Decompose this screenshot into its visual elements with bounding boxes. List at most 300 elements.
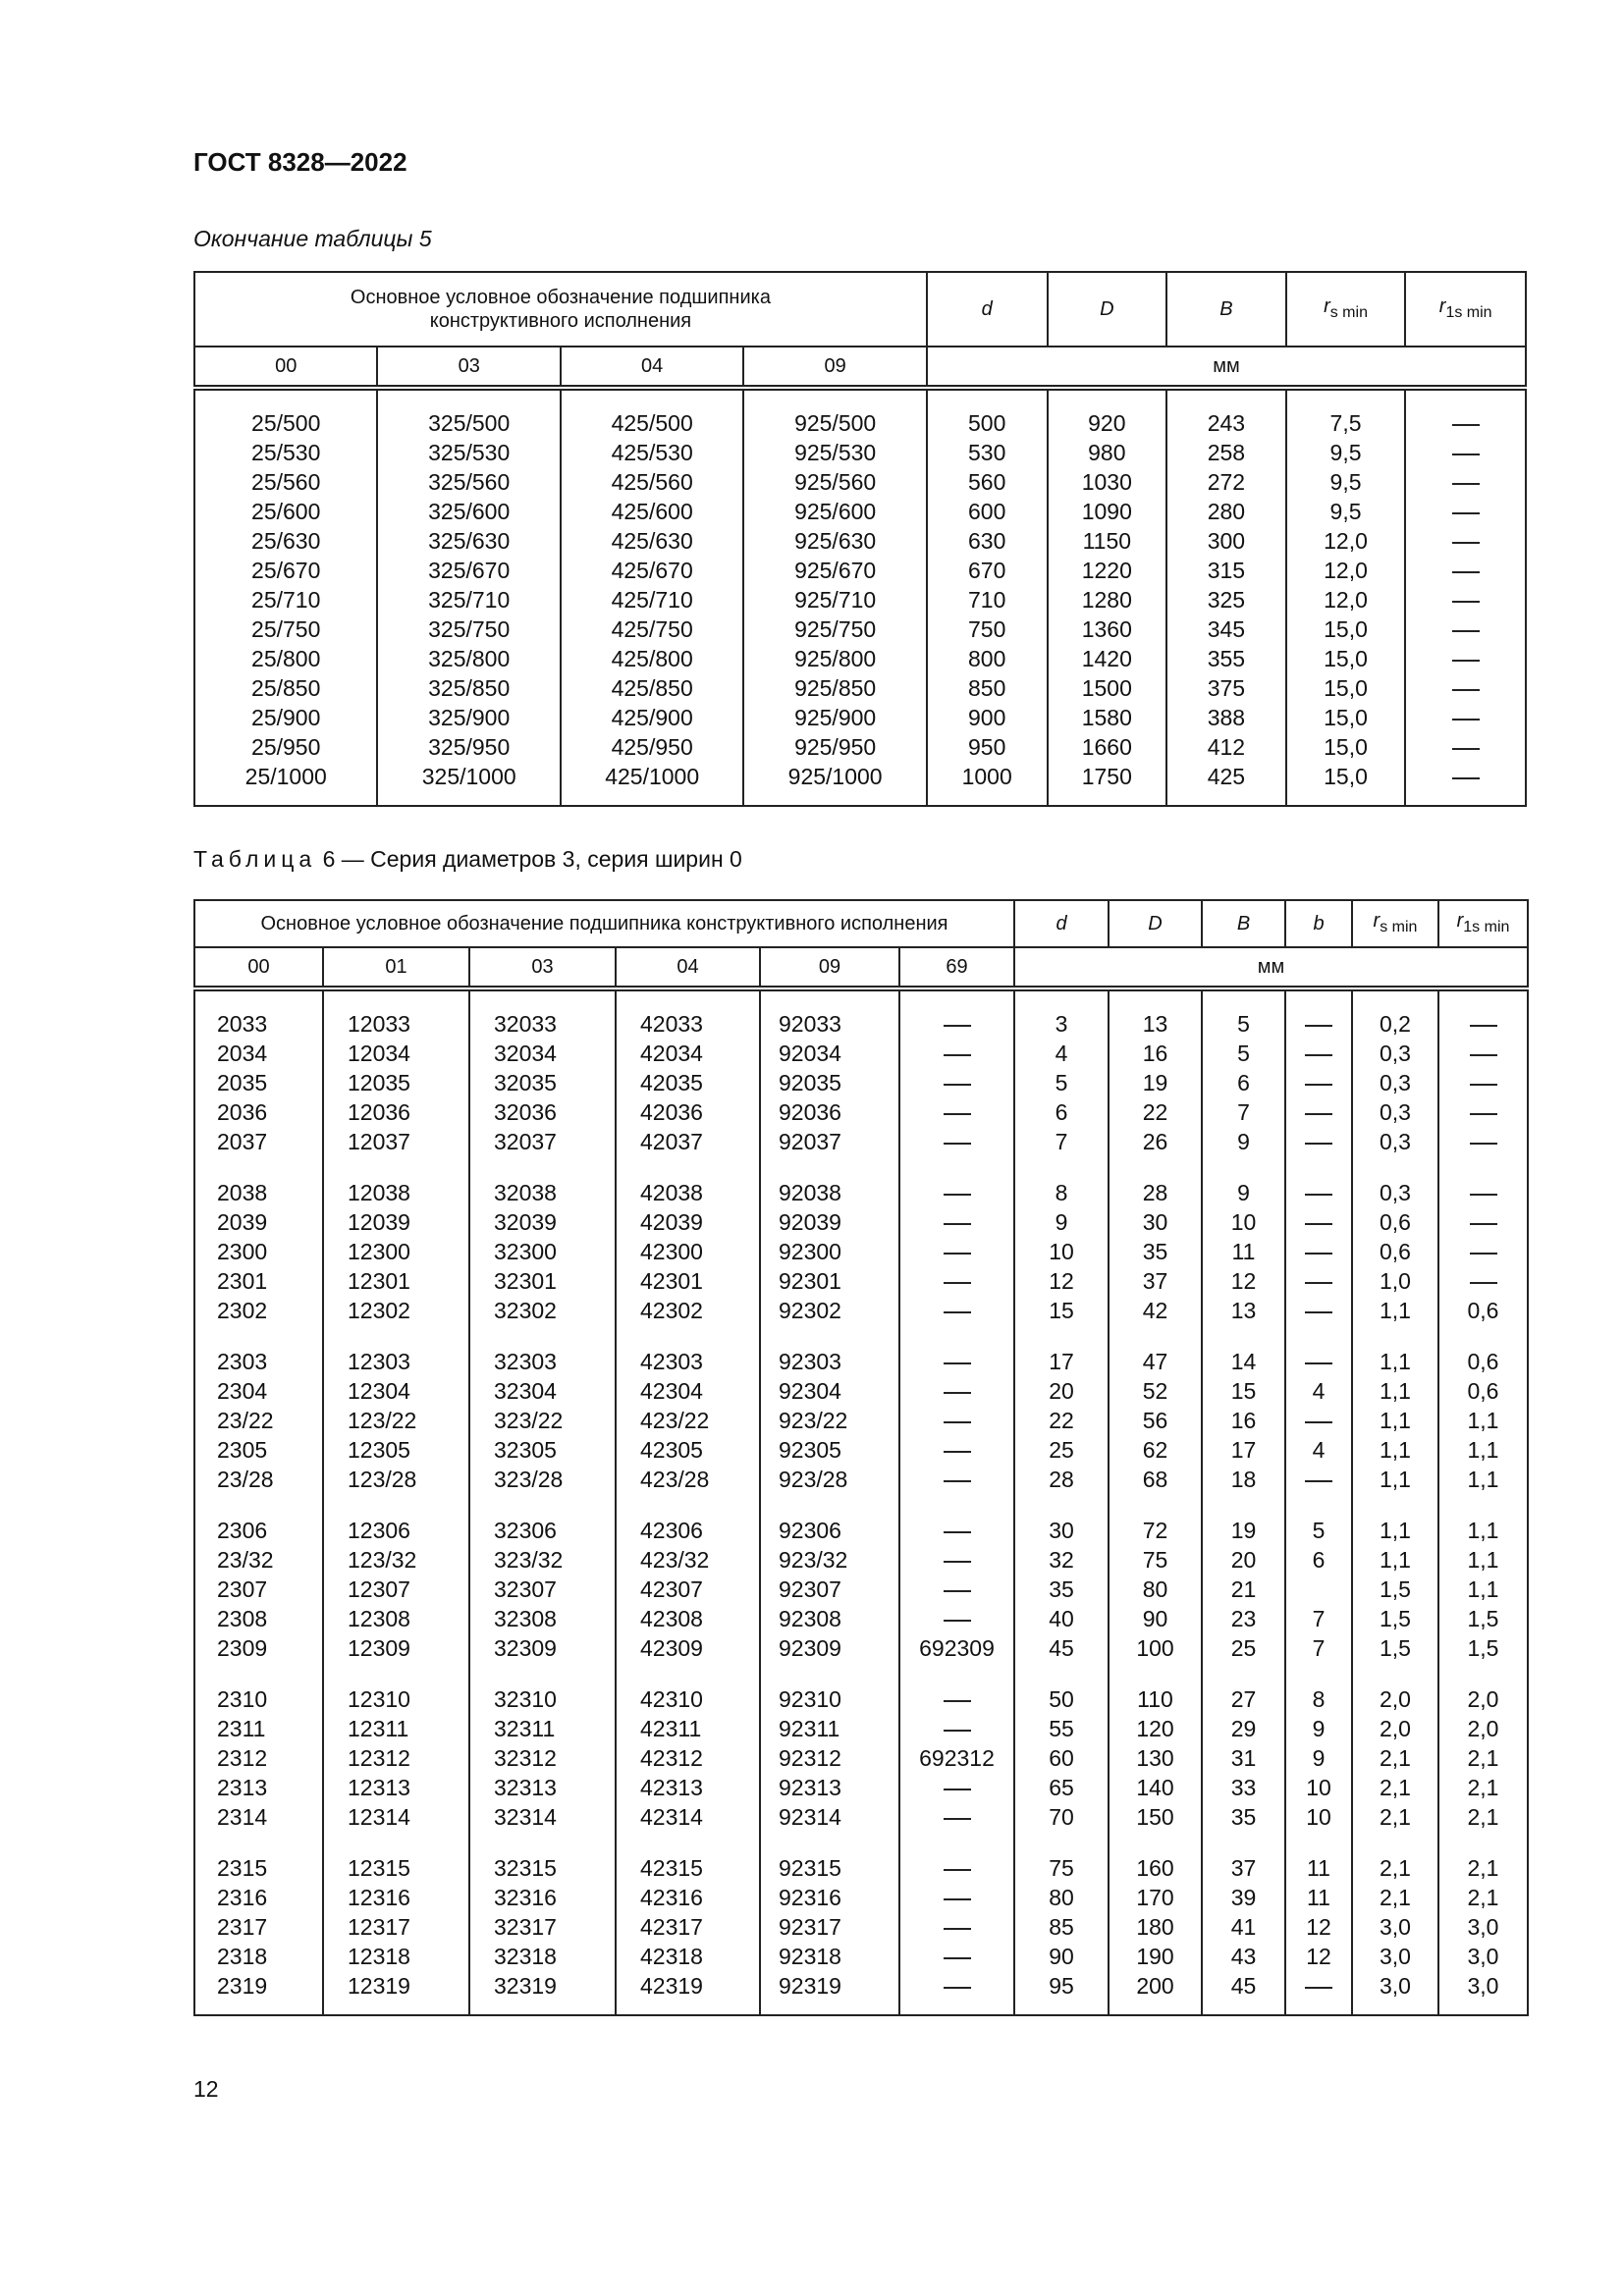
cell-69 [899,1494,1014,1545]
cell-69 [899,1325,1014,1376]
cell-09 [743,762,926,806]
cell-value: 190 [1136,1944,1174,1969]
cell-B [1202,1039,1285,1068]
table6-caption-text: 6 — Серия диаметров 3, серия ширин 0 [316,846,742,872]
cell-d [927,585,1048,614]
cell-value: 325/630 [428,528,511,554]
cell-value: 37 [1142,1268,1168,1294]
cell-rs [1286,526,1406,556]
cell-69 [899,1435,1014,1465]
cell-09 [760,1714,899,1743]
cell-value: 1500 [1081,675,1132,701]
cell-value: 425/630 [611,528,693,554]
cell-value: 11 [1307,1855,1330,1881]
cell-69 [899,1604,1014,1633]
cell-value: 1580 [1081,705,1132,730]
cell-03 [469,1494,616,1545]
cell-D [1109,1237,1202,1266]
cell-69 [899,1296,1014,1325]
cell-value: 2,1 [1380,1745,1411,1771]
cell-value: 2308 [217,1606,268,1631]
cell-value: 9,5 [1329,499,1362,524]
cell-b [1285,1325,1352,1376]
cell-04 [561,556,743,585]
dash-mark [1470,1084,1497,1086]
cell-r1s [1438,1406,1528,1435]
cell-rs [1286,388,1406,438]
cell-value: 123/28 [348,1467,417,1492]
cell-value: 27 [1230,1686,1257,1712]
cell-r1s [1405,703,1526,732]
cell-01 [323,1883,469,1912]
cell-r1s [1438,1127,1528,1156]
cell-value: 5 [1055,1070,1068,1095]
cell-B [1202,1435,1285,1465]
cell-value: 12303 [348,1349,410,1374]
cell-value: 25/750 [251,616,321,642]
dash-mark [944,1253,971,1255]
cell-03 [469,1545,616,1575]
cell-69 [899,1802,1014,1832]
cell-03 [469,1942,616,1971]
cell-00 [194,1127,323,1156]
table-row [194,1435,1528,1465]
cell-value: 50 [1049,1686,1074,1712]
dash-mark [944,1054,971,1056]
cell-D [1109,1296,1202,1325]
cell-value: 325/850 [428,675,511,701]
dash-mark [1452,777,1480,779]
cell-value: 32310 [494,1686,557,1712]
cell-03 [469,1406,616,1435]
cell-D [1109,1325,1202,1376]
cell-value: 42038 [640,1180,703,1205]
cell-d [1014,1971,1109,2015]
t6-header-04: 04 [616,947,760,988]
cell-value: 32308 [494,1606,557,1631]
cell-value: 17 [1049,1349,1074,1374]
cell-09 [743,467,926,497]
cell-d [927,526,1048,556]
t6-header-r1s: $r_{1s min}$ [1438,900,1528,947]
cell-00 [194,1971,323,2015]
cell-b [1285,1912,1352,1942]
cell-value: 2318 [217,1944,268,1969]
cell-value: 25/900 [251,705,321,730]
cell-value: 243 [1207,410,1246,436]
cell-69 [899,1633,1014,1663]
cell-04 [616,1663,760,1714]
cell-value: 258 [1207,440,1246,465]
table-row [194,1325,1528,1376]
cell-01 [323,1942,469,1971]
cell-value: 925/670 [794,558,877,583]
cell-value: 2313 [217,1775,268,1800]
cell-69 [899,1545,1014,1575]
cell-r1s [1438,1266,1528,1296]
cell-value: 92304 [779,1378,841,1404]
cell-00 [194,988,323,1039]
cell-00 [194,1039,323,1068]
cell-rs [1352,1714,1438,1743]
cell-B [1166,732,1286,762]
cell-d [1014,1883,1109,1912]
dash-mark [944,1025,971,1027]
cell-d [927,497,1048,526]
cell-value: 3,0 [1467,1973,1499,1999]
cell-B [1202,1296,1285,1325]
cell-03 [377,497,560,526]
cell-value: 0,3 [1380,1041,1411,1066]
cell-value: 325/900 [428,705,511,730]
cell-B [1202,1545,1285,1575]
cell-D [1109,1575,1202,1604]
cell-69 [899,1156,1014,1207]
cell-value: 925/600 [794,499,877,524]
cell-rs [1352,1097,1438,1127]
cell-69 [899,1714,1014,1743]
cell-00 [194,467,377,497]
cell-value: 37 [1230,1855,1257,1881]
dash-mark [944,1084,971,1086]
cell-value: 45 [1230,1973,1257,1999]
dash-mark [1470,1223,1497,1225]
cell-value: 25/710 [251,587,321,613]
cell-value: 0,3 [1380,1180,1411,1205]
cell-D [1109,1406,1202,1435]
cell-D [1109,1743,1202,1773]
cell-03 [469,1971,616,2015]
cell-r1s [1438,1883,1528,1912]
cell-04 [616,1296,760,1325]
cell-B [1202,1494,1285,1545]
cell-d [927,644,1048,673]
cell-value: 32 [1049,1547,1074,1573]
cell-00 [194,1376,323,1406]
cell-69 [899,1663,1014,1714]
cell-69 [899,1237,1014,1266]
dash-mark [1452,483,1480,485]
cell-09 [743,673,926,703]
cell-value: 19 [1142,1070,1168,1095]
cell-value: 355 [1207,646,1246,671]
cell-value: 0,3 [1380,1129,1411,1154]
cell-rs [1286,673,1406,703]
cell-value: 9,5 [1329,440,1362,465]
cell-r1s [1405,673,1526,703]
cell-00 [194,1773,323,1802]
cell-D [1109,1971,1202,2015]
cell-09 [760,1802,899,1832]
cell-value: 12310 [348,1686,410,1712]
cell-value: 8 [1312,1686,1326,1712]
cell-value: 425/850 [611,675,693,701]
cell-D [1109,1883,1202,1912]
dash-mark [1305,1282,1332,1284]
cell-r1s [1438,1207,1528,1237]
table6-body [194,988,1528,2015]
cell-value: 75 [1142,1547,1168,1573]
cell-00 [194,1663,323,1714]
dash-mark [1305,1480,1332,1482]
cell-value: 56 [1142,1408,1168,1433]
cell-value: 0,6 [1380,1209,1411,1235]
cell-rs [1352,1435,1438,1465]
table-row [194,1633,1528,1663]
dash-mark [944,1957,971,1959]
cell-value: 10 [1049,1239,1074,1264]
table-row [194,1494,1528,1545]
cell-04 [616,1127,760,1156]
cell-value: 2,1 [1380,1775,1411,1800]
cell-value: 92317 [779,1914,841,1940]
dash-mark [944,1620,971,1622]
cell-00 [194,1207,323,1237]
cell-00 [194,1832,323,1883]
cell-value: 25/800 [251,646,321,671]
cell-value: 52 [1142,1378,1168,1404]
table-row [194,1156,1528,1207]
cell-01 [323,1376,469,1406]
dash-mark [944,1282,971,1284]
cell-01 [323,1039,469,1068]
cell-B [1202,1325,1285,1376]
cell-B [1166,673,1286,703]
cell-value: 32301 [494,1268,557,1294]
cell-value: 280 [1207,499,1246,524]
cell-value: 710 [968,587,1006,613]
cell-03 [469,1266,616,1296]
table-row [194,1039,1528,1068]
cell-r1s [1438,1773,1528,1802]
cell-value: 6 [1312,1547,1326,1573]
cell-r1s [1405,644,1526,673]
cell-d [1014,1832,1109,1883]
cell-b [1285,1156,1352,1207]
cell-value: 425/800 [611,646,693,671]
cell-value: 32313 [494,1775,557,1800]
dash-mark [1470,1025,1497,1027]
cell-value: 42318 [640,1944,703,1969]
cell-value: 1280 [1081,587,1132,613]
cell-value: 1420 [1081,646,1132,671]
cell-rs [1352,1494,1438,1545]
cell-value: 30 [1142,1209,1168,1235]
table-row [194,1207,1528,1237]
cell-00 [194,1156,323,1207]
table-row [194,1068,1528,1097]
cell-value: 2034 [217,1041,268,1066]
cell-value: 92037 [779,1129,841,1154]
cell-value: 42 [1142,1298,1168,1323]
cell-value: 100 [1136,1635,1174,1661]
cell-rs [1286,703,1406,732]
cell-value: 13 [1230,1298,1257,1323]
cell-value: 12306 [348,1518,410,1543]
table-row [194,526,1526,556]
cell-value: 32316 [494,1885,557,1910]
cell-B [1202,988,1285,1039]
cell-value: 25/670 [251,558,321,583]
cell-value: 40 [1049,1606,1074,1631]
cell-value: 425/600 [611,499,693,524]
cell-69 [899,988,1014,1039]
dash-mark [944,1818,971,1820]
cell-value: 55 [1049,1716,1074,1741]
cell-value: 2315 [217,1855,268,1881]
cell-b [1285,1494,1352,1545]
cell-69 [899,1883,1014,1912]
cell-value: 2306 [217,1518,268,1543]
t5-header-D: D [1048,272,1167,347]
cell-value: 12318 [348,1944,410,1969]
cell-69 [899,1465,1014,1494]
cell-d [927,673,1048,703]
cell-69 [899,1575,1014,1604]
cell-value: 2,1 [1467,1745,1499,1771]
cell-value: 923/22 [779,1408,848,1433]
cell-value: 32039 [494,1209,557,1235]
cell-03 [469,1743,616,1773]
cell-value: 9 [1237,1129,1250,1154]
cell-value: 32036 [494,1099,557,1125]
page-number: 12 [193,2076,219,2102]
cell-value: 1000 [961,764,1012,789]
cell-04 [561,526,743,556]
cell-value: 272 [1207,469,1246,495]
cell-69 [899,1097,1014,1127]
cell-rs [1352,1325,1438,1376]
dash-mark [944,1789,971,1790]
cell-B [1166,388,1286,438]
cell-value: 92313 [779,1775,841,1800]
cell-value: 12039 [348,1209,410,1235]
cell-b [1285,1068,1352,1097]
cell-04 [616,1604,760,1633]
cell-00 [194,1633,323,1663]
cell-rs [1352,1127,1438,1156]
cell-69 [899,1773,1014,1802]
cell-B [1202,1714,1285,1743]
cell-value: 2301 [217,1268,268,1294]
cell-value: 670 [968,558,1006,583]
cell-value: 75 [1049,1855,1074,1881]
cell-value: 15,0 [1324,705,1368,730]
cell-value: 325/710 [428,587,511,613]
cell-04 [616,1942,760,1971]
document-title: ГОСТ 8328—2022 [193,147,407,177]
cell-value: 42317 [640,1914,703,1940]
cell-value: 42036 [640,1099,703,1125]
table-row [194,1832,1528,1883]
cell-value: 1150 [1082,528,1132,554]
cell-r1s [1438,988,1528,1039]
cell-d [1014,1663,1109,1714]
cell-D [1048,526,1167,556]
cell-b [1285,1207,1352,1237]
cell-r1s [1438,1663,1528,1714]
cell-value: 92303 [779,1349,841,1374]
cell-03 [469,988,616,1039]
cell-r1s [1438,1971,1528,2015]
cell-d [1014,988,1109,1039]
cell-D [1048,732,1167,762]
cell-value: 92036 [779,1099,841,1125]
dash-mark [1470,1113,1497,1115]
cell-04 [561,585,743,614]
cell-value: 72 [1142,1518,1168,1543]
cell-value: 130 [1136,1745,1174,1771]
cell-69 [899,1266,1014,1296]
cell-value: 20 [1049,1378,1074,1404]
cell-09 [760,1604,899,1633]
cell-D [1109,1714,1202,1743]
cell-B [1202,1832,1285,1883]
cell-D [1109,1465,1202,1494]
t6-header-01: 01 [323,947,469,988]
cell-00 [194,644,377,673]
cell-b [1285,1435,1352,1465]
cell-b [1285,1773,1352,1802]
dash-mark [1305,1025,1332,1027]
dash-mark [944,1451,971,1453]
cell-value: 12309 [348,1635,410,1661]
t6-header-03: 03 [469,947,616,988]
cell-value: 12 [1306,1914,1331,1940]
cell-r1s [1438,1237,1528,1266]
cell-b [1285,988,1352,1039]
cell-value: 12034 [348,1041,410,1066]
cell-04 [561,673,743,703]
cell-value: 16 [1142,1041,1168,1066]
cell-value: 22 [1142,1099,1168,1125]
cell-value: 92309 [779,1635,841,1661]
cell-value: 29 [1230,1716,1257,1741]
cell-D [1109,1266,1202,1296]
cell-value: 32314 [494,1804,557,1830]
cell-value: 530 [968,440,1006,465]
cell-B [1202,1802,1285,1832]
cell-value: 2038 [217,1180,268,1205]
cell-value: 15 [1230,1378,1257,1404]
cell-value: 2304 [217,1378,268,1404]
t5-header-unit: мм [927,347,1526,388]
cell-B [1166,585,1286,614]
cell-rs [1352,1039,1438,1068]
cell-value: 2,0 [1467,1716,1499,1741]
cell-value: 42303 [640,1349,703,1374]
cell-D [1109,1156,1202,1207]
dash-mark [944,1561,971,1563]
cell-01 [323,1575,469,1604]
cell-value: 325/1000 [421,764,516,789]
cell-rs [1286,556,1406,585]
cell-03 [377,644,560,673]
t5-header-designation: Основное условное обозначение подшипника конструктивного исполнения [194,272,927,347]
cell-rs [1352,1912,1438,1942]
cell-value: 0,6 [1467,1378,1499,1404]
cell-value: 1090 [1081,499,1132,524]
cell-value: 3 [1055,1011,1068,1037]
cell-r1s [1405,388,1526,438]
cell-04 [616,1325,760,1376]
cell-03 [469,1912,616,1942]
cell-value: 42305 [640,1437,703,1463]
table5 [193,271,1527,807]
cell-value: 7 [1237,1099,1250,1125]
t5-header-rs: $r_{s min}$ [1286,272,1406,347]
cell-01 [323,1773,469,1802]
